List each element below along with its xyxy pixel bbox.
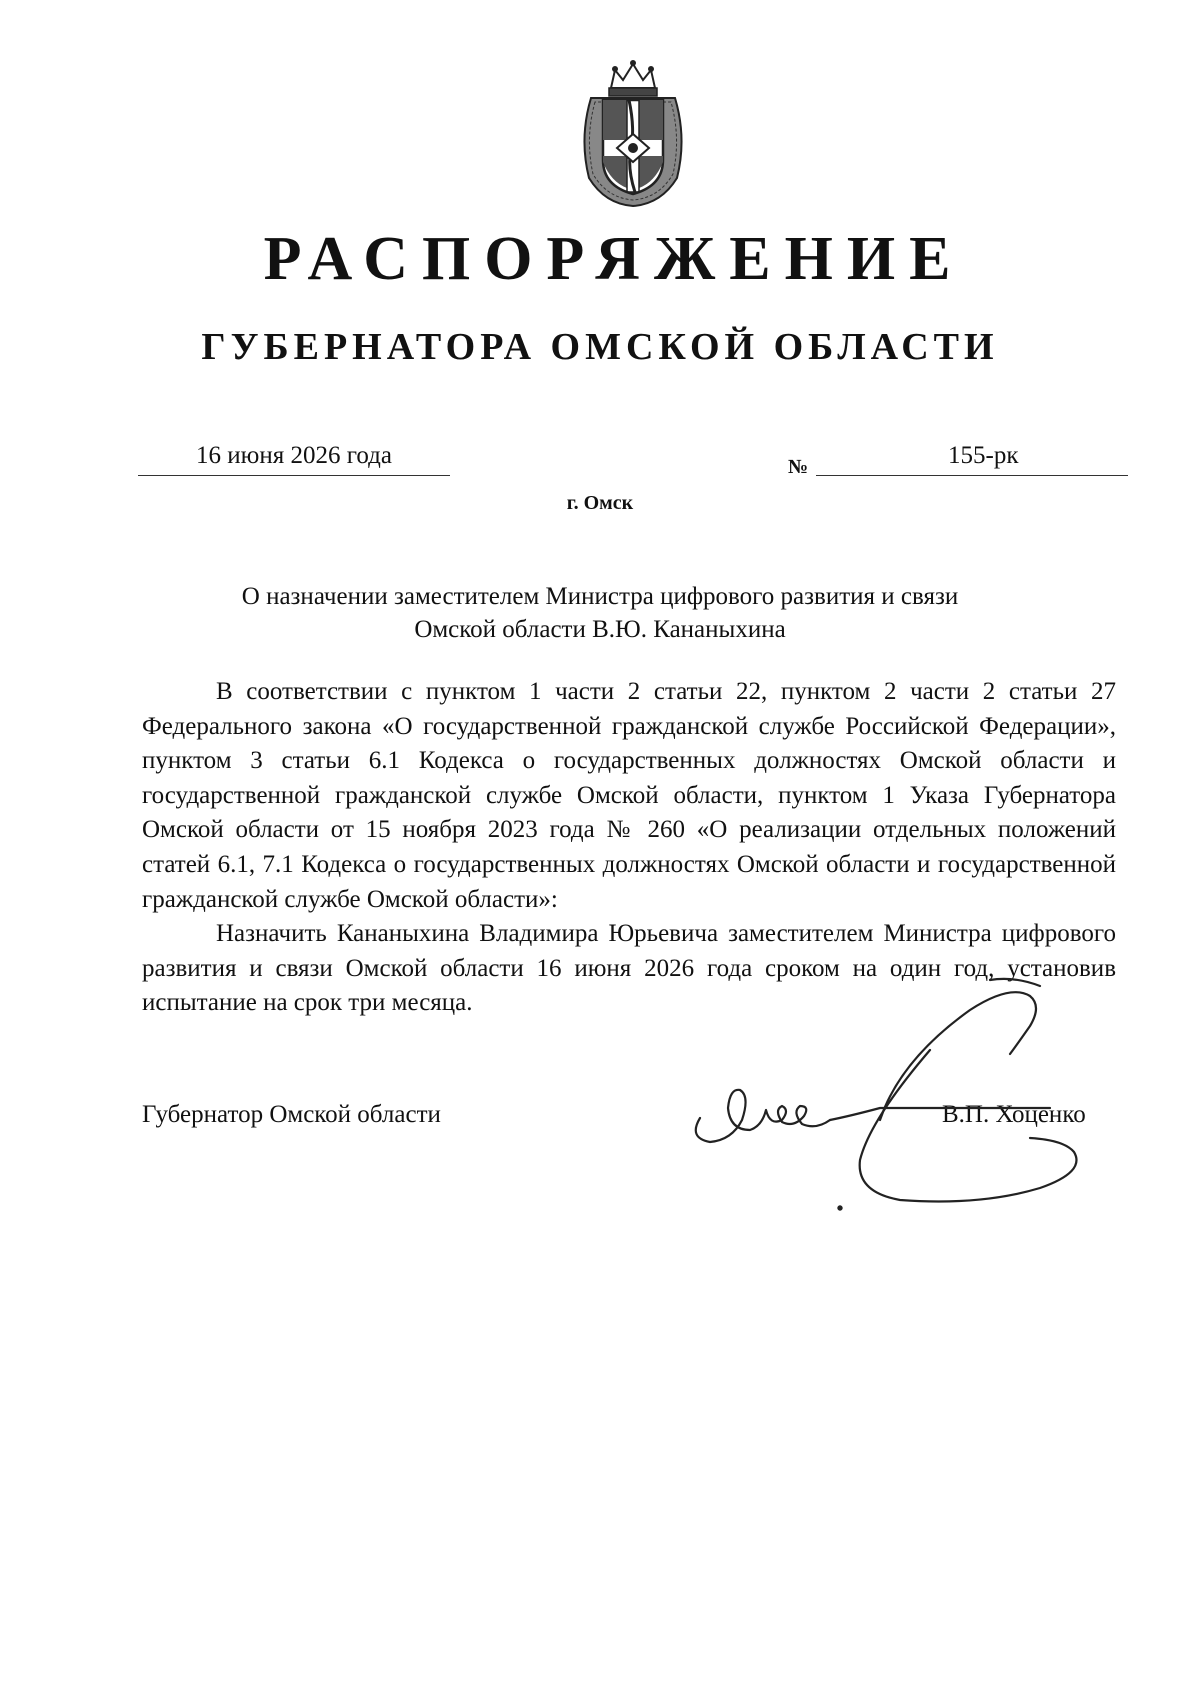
number-sign: №: [788, 456, 809, 478]
document-number-field: [816, 436, 1128, 476]
body-paragraph-2: Назначить Кананыхина Владимира Юрьевича заместителем Министра цифрового развития и связи Омской области 16 июня 2026 года сроком на один год, установив испытание на срок три месяца.: [142, 920, 1116, 1017]
document-title: РАСПОРЯЖЕНИЕ: [263, 225, 965, 293]
document-date: 16 июня 2026 года: [196, 442, 392, 469]
body-paragraph-1: В соответствии с пунктом 1 части 2 статьи 22, пунктом 2 части 2 статьи 27 Федерального закона «О государственной гражданской службе Российской Федерации», пунктом 3 статьи 6.1 Кодекса о государственных должностях Омской области и государственной гражданской службе Омской области, пунктом 1 Указа Губернатора Омской области от 15 ноября 2023 года № 260 «О реализации отдельных положений статей 6.1, 7.1 Кодекса о государственных должностях Омской области и государственной гражданской службе Омской области»:: [142, 678, 1116, 913]
document-subtitle: ГУБЕРНАТОРА ОМСКОЙ ОБЛАСТИ: [201, 326, 999, 368]
document-number: 155-рк: [948, 442, 1019, 469]
signatory-name: В.П. Хоценко: [942, 1101, 1086, 1128]
heading-line-2: Омской области В.Ю. Кананыхина: [414, 616, 786, 643]
document-city: г. Омск: [566, 492, 634, 514]
document-date-field: [138, 436, 450, 476]
signatory-position: Губернатор Омской области: [142, 1101, 441, 1128]
document-heading: [180, 580, 1020, 646]
number-underline: [816, 475, 1128, 476]
omsk-coat-of-arms-icon: [571, 58, 695, 208]
handwritten-signature-icon: [670, 970, 1130, 1230]
heading-line-1: О назначении заместителем Министра цифрового развития и связи: [241, 583, 959, 610]
date-underline: [138, 475, 450, 476]
